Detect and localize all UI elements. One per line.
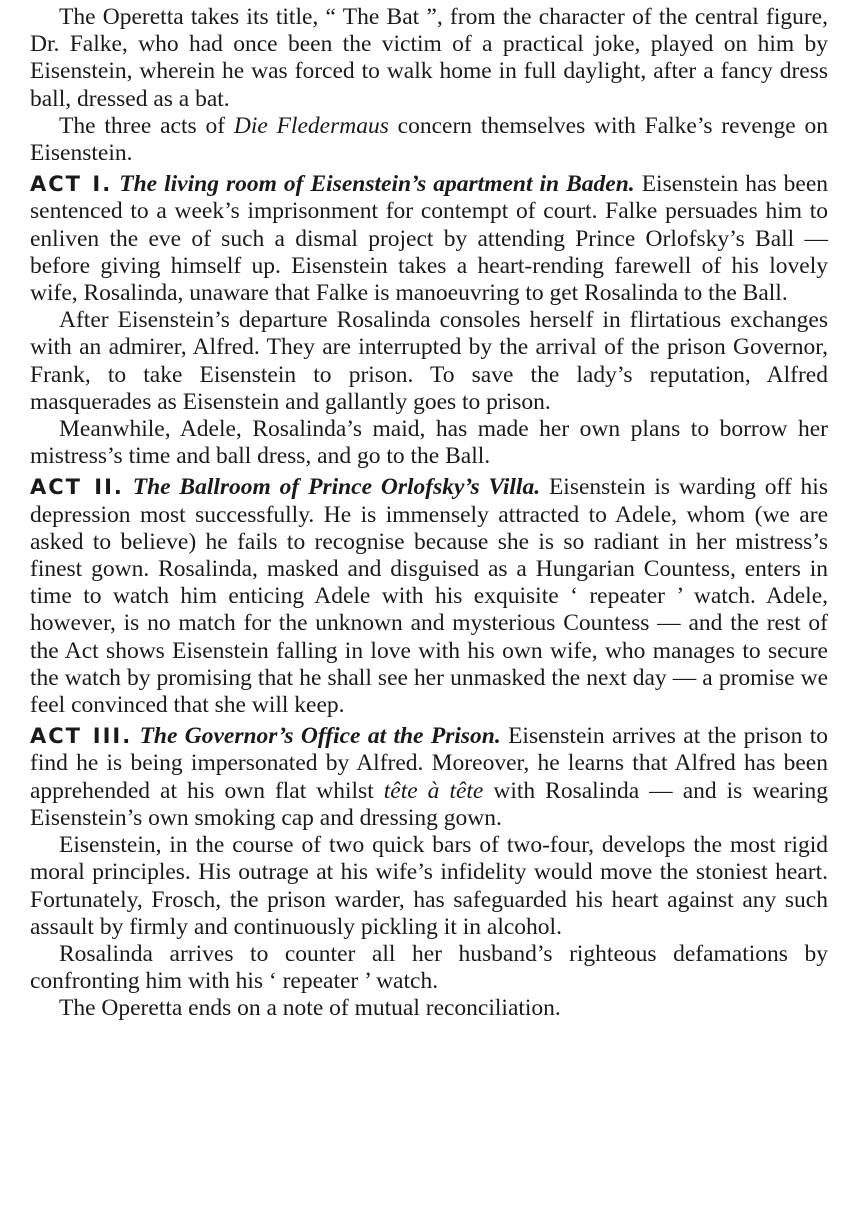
act-2-paragraph xyxy=(30,474,828,719)
act-1-paragraph xyxy=(30,171,828,307)
act-3-text-start: Eisenstein arrives at the prison to find he is being impersonated by Alfred. Moreover, he learns that Alfred has been apprehended at his own flat whilst xyxy=(30,723,829,804)
act-2-title: The Ballroom of Prince Orlofsky’s Villa. xyxy=(132,474,541,501)
act-3-text-end: with Rosalinda — and is wearing Eisenstein’s own smoking cap and dressing gown. xyxy=(30,777,829,831)
act-3-paragraph xyxy=(30,723,828,832)
act-1-text: Eisenstein has been sentenced to a week’s imprisonment for contempt of court. Falke persuades him to enliven the eve of such a dismal project by attending Prince Orlofsky’s Ball — before giving himself up. Eisenstein takes a heart-rending farewell of his lovely wife, Rosalinda, unaware that Falke is manoeuvring to get Rosalinda to the Ball. xyxy=(30,171,829,307)
act-2-label: ACT II. xyxy=(30,475,124,500)
act-3-paragraph-4: The Operetta ends on a note of mutual reconciliation. xyxy=(59,995,561,1022)
act-1-label: ACT I. xyxy=(30,172,113,197)
act-2-text: Eisenstein is warding off his depression most successfully. He is immensely attracted to Adele, whom (we are asked to believe) he fails to recognise because she is so radiant in her mistress’s finest gown. Rosalinda, masked and disguised as a Hungarian Countess, enters in time to watch him enticing Adele with his exquisite ‘ repeater ’ watch. Adele, however, is no match for the unknown and mysterious Countess — and the rest of the Act shows Eisenstein falling in love with his own wife, who manages to secure the watch by promising that he shall see her unmasked the next day — a promise we feel convinced that she will keep. xyxy=(30,474,828,719)
act-3-paragraph-3: Rosalinda arrives to counter all her husband’s righteous defamations by confronting him with his ‘ repeater ’ watch. xyxy=(30,940,828,995)
synopsis-page xyxy=(30,4,828,1023)
intro-paragraph-2-start: The three acts of xyxy=(59,112,234,139)
intro-paragraph-1: The Operetta takes its title, “ The Bat ”, from the character of the central figure, Dr. Falke, who had once been the victim of a practical joke, played on him by Eisenstein, wherein he was forced to walk home in full daylight, after a fancy dress ball, dressed as a bat. xyxy=(30,4,828,112)
opera-title-italic: Die Fledermaus xyxy=(233,112,389,139)
act-1-paragraph-3: Meanwhile, Adele, Rosalinda’s maid, has made her own plans to borrow her mistress’s time and ball dress, and go to the Ball. xyxy=(30,416,828,470)
act-3-title: The Governor’s Office at the Prison. xyxy=(139,723,501,750)
act-1-paragraph-2: After Eisenstein’s departure Rosalinda consoles herself in flirtatious exchanges with an admirer, Alfred. They are interrupted by the arrival of the prison Governor, Frank, to take Eisenstein to prison. To save the lady’s reputation, Alfred masquerades as Eisenstein and gallantly goes to prison. xyxy=(30,307,828,415)
intro-paragraph-2-end: concern themselves with Falke’s revenge on Eisenstein. xyxy=(30,112,828,167)
tete-a-tete-italic: tête à tête xyxy=(383,777,484,804)
act-3-paragraph-2: Eisenstein, in the course of two quick bars of two-four, develops the most rigid moral principles. His outrage at his wife’s infidelity would move the stoniest heart. Fortunately, Frosch, the prison warder, has safeguarded his heart against any such assault by firmly and continuously pickling it in alcohol. xyxy=(30,832,828,940)
act-1-title: The living room of Eisenstein’s apartment in Baden. xyxy=(119,171,635,198)
intro-paragraph-2 xyxy=(30,113,828,167)
act-3-label: ACT III. xyxy=(30,724,133,749)
